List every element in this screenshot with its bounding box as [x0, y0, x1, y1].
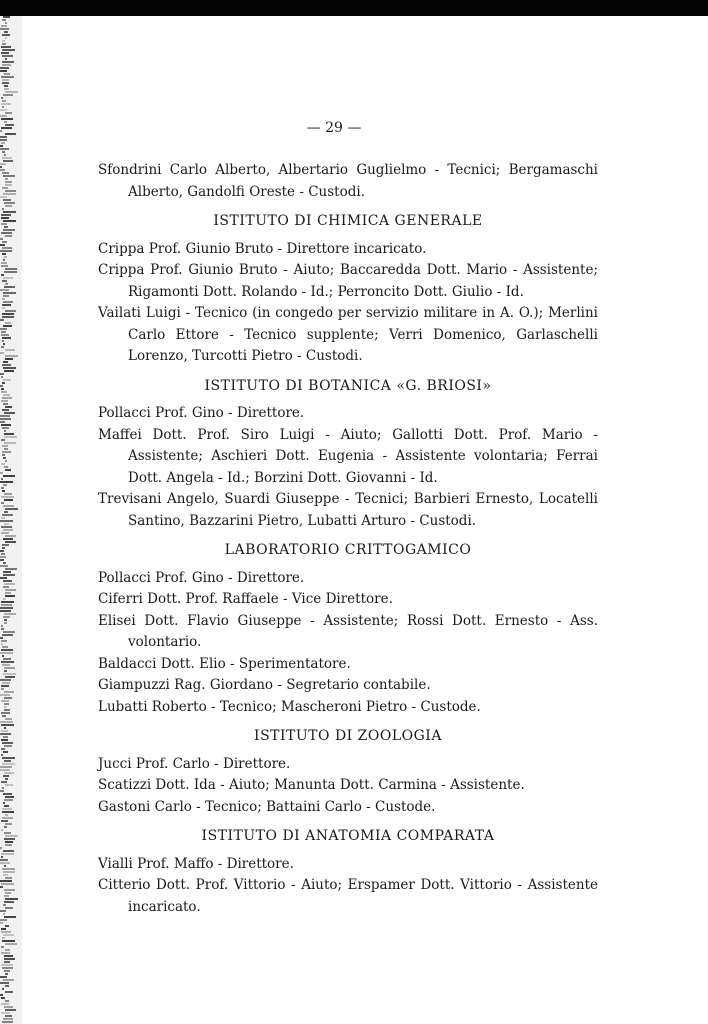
entry: Gastoni Carlo - Tecnico; Battaini Carlo - Custode.: [98, 798, 436, 815]
entry: Maffei Dott. Prof. Siro Luigi - Aiuto; Gallotti Dott. Prof. Mario - Assistente; Aschieri Dott. Eugenia - Assistente volontaria; Ferrai Dott. Angela - Id.; Borzini Dott. Giovanni - Id.: [98, 426, 598, 486]
entry: Vialli Prof. Maffo - Direttore.: [98, 855, 294, 872]
entry: Citterio Dott. Prof. Vittorio - Aiuto; Erspamer Dott. Vittorio - Assistente incaricato.: [98, 877, 598, 915]
intro-paragraph: Sfondrini Carlo Alberto, Albertario Guglielmo - Tecnici; Bergamaschi Alberto, Gandolfi Oreste - Custodi.: [98, 162, 598, 200]
entry: Crippa Prof. Giunio Bruto - Direttore incaricato.: [98, 240, 427, 257]
page-number: — 29 —: [306, 120, 362, 136]
entry: Lubatti Roberto - Tecnico; Mascheroni Pietro - Custode.: [98, 698, 481, 715]
entry: Giampuzzi Rag. Giordano - Segretario contabile.: [98, 677, 431, 693]
section-heading-crittogamico: LABORATORIO CRITTOGAMICO: [224, 542, 472, 558]
section-heading-chimica: ISTITUTO DI CHIMICA GENERALE: [213, 213, 483, 229]
section-heading-botanica: ISTITUTO DI BOTANICA «G. BRIOSI»: [204, 377, 492, 394]
entry: Pollacci Prof. Gino - Direttore.: [98, 569, 305, 586]
entry: Vailati Luigi - Tecnico (in congedo per servizio militare in A. O.); Merlini Carlo Ettore - Tecnico supplente; Verri Domenico, Garlaschelli Lorenzo, Turcotti Pietro - Custodi.: [98, 305, 598, 364]
section-heading-zoologia: ISTITUTO DI ZOOLOGIA: [254, 728, 442, 744]
entry: Baldacci Dott. Elio - Sperimentatore.: [98, 655, 351, 672]
section-heading-anatomia: ISTITUTO DI ANATOMIA COMPARATA: [201, 828, 495, 844]
entry: Ciferri Dott. Prof. Raffaele - Vice Direttore.: [98, 591, 393, 607]
page-body: [98, 160, 598, 918]
entry: Scatizzi Dott. Ida - Aiuto; Manunta Dott. Carmina - Assistente.: [98, 777, 525, 793]
entry: Elisei Dott. Flavio Giuseppe - Assistente; Rossi Dott. Ernesto - Ass. volontario.: [98, 612, 598, 650]
entry: Jucci Prof. Carlo - Direttore.: [98, 755, 291, 772]
entry: Pollacci Prof. Gino - Direttore.: [98, 405, 305, 421]
entry: Crippa Prof. Giunio Bruto - Aiuto; Baccaredda Dott. Mario - Assistente; Rigamonti Dott. Rolando - Id.; Perroncito Dott. Giulio - Id.: [98, 262, 598, 300]
entry: Trevisani Angelo, Suardi Giuseppe - Tecnici; Barbieri Ernesto, Locatelli Santino, Bazzarini Pietro, Lubatti Arturo - Custodi.: [98, 491, 598, 529]
